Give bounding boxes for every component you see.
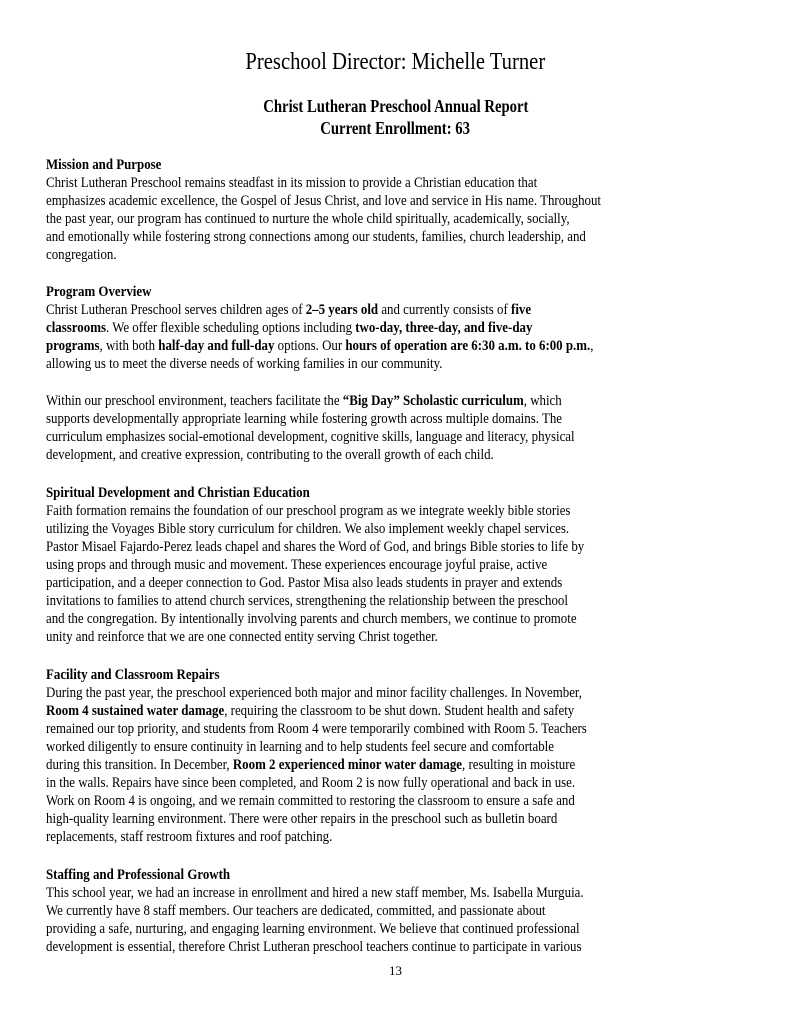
text-run: options. Our <box>274 338 346 354</box>
text-run: Within our preschool environment, teachers facilitate the <box>46 393 343 409</box>
curriculum-line: development, and creative expression, contributing to the overall growth of each child. <box>46 447 494 463</box>
mission-heading: Mission and Purpose <box>46 157 162 173</box>
spiritual-line: and the congregation. By intentionally involving parents and church members, we continue to promote <box>46 611 577 627</box>
spiritual-line: unity and reinforce that we are one connected entity serving Christ together. <box>46 629 438 645</box>
text-run: . We offer flexible scheduling options including <box>105 320 356 336</box>
curriculum-line <box>46 392 562 410</box>
classrooms-bold: classrooms <box>46 320 106 336</box>
text-run: Christ Lutheran Preschool serves children ages of <box>46 302 306 318</box>
spiritual-line: utilizing the Voyages Bible story curriculum for children. We also implement weekly chapel services. <box>46 521 570 537</box>
five-bold: five <box>511 302 532 318</box>
report-title <box>0 95 791 117</box>
facility-line <box>46 702 574 720</box>
staffing-line: development is essential, therefore Christ Lutheran preschool teachers continue to participate in various <box>46 939 582 955</box>
mission-line: the past year, our program has continued to nurture the whole child spiritually, academically, socially, <box>46 211 570 227</box>
text-run: , resulting in moisture <box>462 757 576 773</box>
program-line: allowing us to meet the diverse needs of working families in our community. <box>46 356 443 372</box>
staffing-line: providing a safe, nurturing, and engaging learning environment. We believe that continued professional <box>46 921 580 937</box>
staffing-heading: Staffing and Professional Growth <box>46 867 231 883</box>
director-title <box>0 47 791 77</box>
facility-line: remained our top priority, and students from Room 4 were temporarily combined with Room 5. Teachers <box>46 721 587 737</box>
hours-bold: hours of operation are 6:30 a.m. to 6:00 p.m. <box>345 338 591 354</box>
spiritual-line: participation, and a deeper connection to God. Pastor Misa also leads students in prayer and extends <box>46 575 563 591</box>
page-number-text: 13 <box>389 963 402 978</box>
program-line <box>46 319 532 337</box>
facility-line: During the past year, the preschool experienced both major and minor facility challenges. In November, <box>46 685 582 701</box>
text-run: , with both <box>99 338 159 354</box>
staffing-line: We currently have 8 staff members. Our teachers are dedicated, committed, and passionate about <box>46 903 546 919</box>
ages-bold: 2–5 years old <box>305 302 379 318</box>
program-heading: Program Overview <box>46 284 152 300</box>
facility-line: in the walls. Repairs have since been completed, and Room 2 is now fully operational and back in use. <box>46 775 576 791</box>
text-run: , requiring the classroom to be shut down. Student health and safety <box>224 703 575 719</box>
spiritual-line: Pastor Misael Fajardo-Perez leads chapel and shares the Word of God, and brings Bible stories to life by <box>46 539 585 555</box>
mission-line: emphasizes academic excellence, the Gospel of Jesus Christ, and love and service in His name. Throughout <box>46 193 602 209</box>
spiritual-line: invitations to families to attend church services, strengthening the relationship between the preschool <box>46 593 568 609</box>
text-run: and currently consists of <box>378 302 512 318</box>
facility-line <box>46 756 575 774</box>
enrollment-text: Current Enrollment: 63 <box>320 118 471 138</box>
schedule-bold: two-day, three-day, and five-day <box>355 320 533 336</box>
enrollment-count <box>0 117 791 139</box>
facility-heading: Facility and Classroom Repairs <box>46 667 220 683</box>
page-number <box>0 963 791 979</box>
program-line <box>46 337 593 355</box>
facility-line: worked diligently to ensure continuity in learning and to help students feel secure and comfortable <box>46 739 554 755</box>
mission-line: Christ Lutheran Preschool remains steadfast in its mission to provide a Christian education that <box>46 175 538 191</box>
room2-bold: Room 2 experienced minor water damage <box>232 757 463 773</box>
curriculum-line: curriculum emphasizes social-emotional development, cognitive skills, language and literacy, physical <box>46 429 575 445</box>
curriculum-bold: “Big Day” Scholastic curriculum <box>342 393 524 409</box>
spiritual-heading: Spiritual Development and Christian Education <box>46 485 310 501</box>
facility-line: high-quality learning environment. There were other repairs in the preschool such as bulletin board <box>46 811 558 827</box>
programs-bold: programs <box>46 338 100 354</box>
facility-line: Work on Room 4 is ongoing, and we remain committed to restoring the classroom to ensure a safe and <box>46 793 575 809</box>
program-line <box>46 301 531 319</box>
staffing-line: This school year, we had an increase in enrollment and hired a new staff member, Ms. Isabella Murguia. <box>46 885 584 901</box>
room4-bold: Room 4 sustained water damage <box>46 703 225 719</box>
mission-line: congregation. <box>46 247 117 263</box>
day-options-bold: half-day and full-day <box>158 338 275 354</box>
spiritual-line: using props and through music and movement. These experiences encourage joyful praise, active <box>46 557 548 573</box>
report-title-text: Christ Lutheran Preschool Annual Report <box>262 96 529 116</box>
text-run: , <box>590 338 594 354</box>
mission-line: and emotionally while fostering strong connections among our students, families, church leadership, and <box>46 229 586 245</box>
text-run: during this transition. In December, <box>46 757 233 773</box>
curriculum-line: supports developmentally appropriate learning while fostering growth across multiple domains. The <box>46 411 562 427</box>
director-text: Preschool Director: Michelle Turner <box>245 49 546 75</box>
spiritual-line: Faith formation remains the foundation of our preschool program as we integrate weekly bible stories <box>46 503 571 519</box>
text-run: , which <box>523 393 562 409</box>
facility-line: replacements, staff restroom fixtures and roof patching. <box>46 829 333 845</box>
